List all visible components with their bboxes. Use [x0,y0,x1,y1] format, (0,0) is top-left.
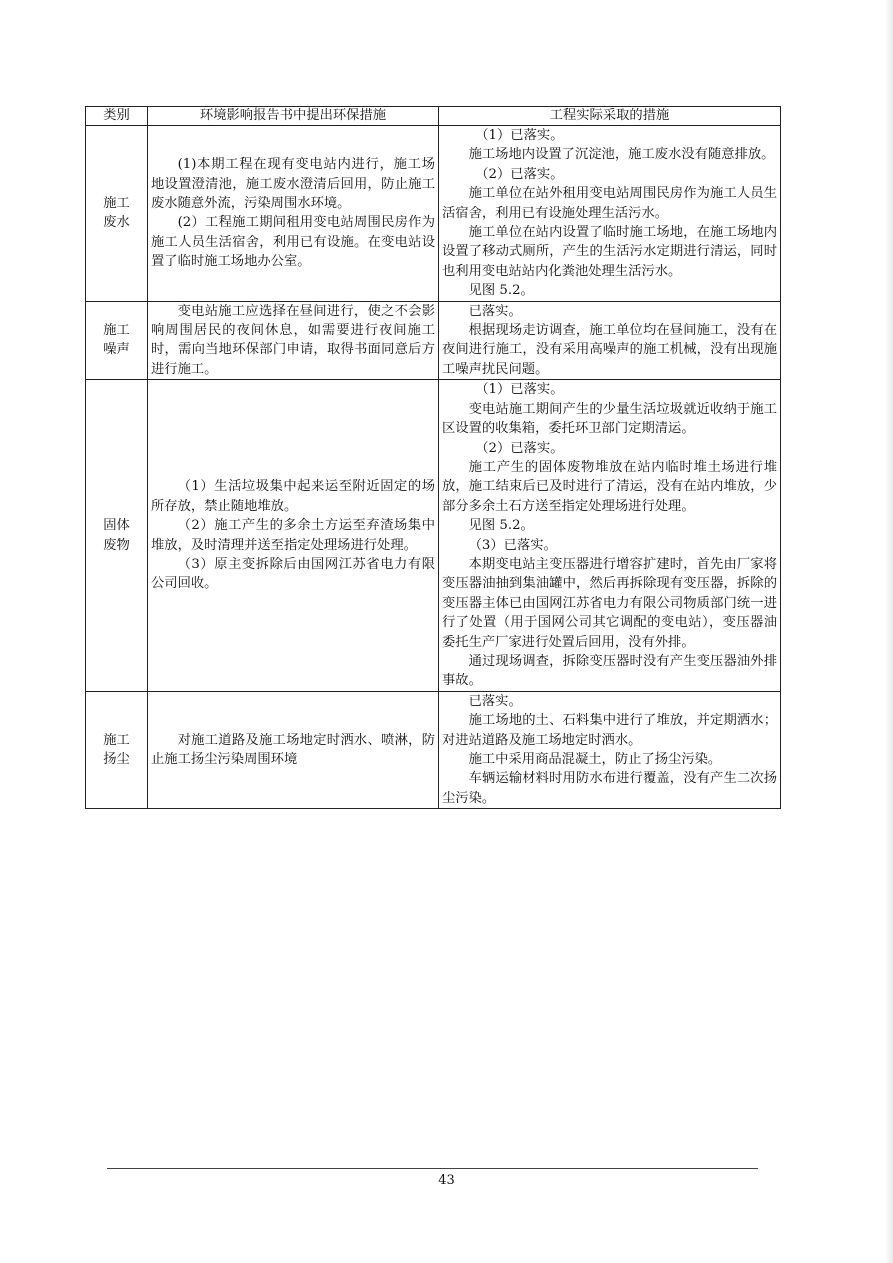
table-row [86,126,781,302]
actual-measure-paragraph: 见图 5.2。 [468,283,534,299]
proposed-measure-paragraph: (2）工程施工期间租用变电站周围民房作为施工人员生活宿舍，利用已有设施。在变电站设置了临时施工场地办公室。 [151,215,435,270]
actual-measure-paragraph: 变电站施工期间产生的少量生活垃圾就近收纳于施工区设置的收集箱，委托环卫部门定期清运。 [442,401,777,437]
category-cell [86,301,148,380]
proposed-measure-paragraph: 对施工道路及施工场地定时洒水、喷淋，防止施工扬尘污染周围环境 [151,732,435,767]
actual-measure-paragraph: 通过现场调查，拆除变压器时没有产生变压器油外排事故。 [442,653,777,689]
proposed-measures-cell [148,126,439,302]
proposed-measures-cell [148,301,439,380]
actual-measure-paragraph: 车辆运输材料时用防水布进行覆盖，没有产生二次扬尘污染。 [442,771,777,806]
page-number: 43 [438,1173,455,1188]
table-row [86,301,781,380]
table-header-row [86,107,781,126]
actual-measure-paragraph: （1）已落实。 [475,128,564,143]
category-label: 固体 [103,518,130,534]
actual-measure-paragraph: （2）已落实。 [475,440,564,456]
category-cell [86,380,148,692]
proposed-measure-paragraph: （2）施工产生的多余土方运至弃渣场集中堆放，及时清理并送至指定处理场进行处理。 [151,518,435,553]
table-row [86,380,781,692]
proposed-measure-paragraph: （1）生活垃圾集中起来运至附近固定的场所存放，禁止随地堆放。 [151,479,435,514]
proposed-measures-cell [148,691,439,808]
actual-measures-cell [439,380,781,692]
actual-measures-cell [439,691,781,808]
header-proposed-measures: 环境影响报告书中提出环保措施 [148,107,439,126]
actual-measure-paragraph: （1）已落实。 [475,382,564,398]
header-actual-measures: 工程实际采取的措施 [439,107,781,126]
footer-divider [107,1168,758,1169]
actual-measure-paragraph: 施工单位在站内设置了临时施工场地，在施工场地内设置了移动式厕所，产生的生活污水定期进行清运，同时也利用变电站站内化粪池处理生活污水。 [442,225,777,279]
actual-measure-paragraph: 已落实。 [468,303,522,319]
category-label: 施工 [103,732,130,748]
actual-measure-paragraph: 见图 5.2。 [468,518,534,534]
actual-measure-paragraph: 本期变电站主变压器进行增容扩建时，首先由厂家将变压器油抽到集油罐中，然后再拆除现有变压器，拆除的变压器主体已由国网江苏省电力有限公司物质部门统一进行了处置（用于国网公司其它调配的变电站），变压器油委托生产厂家进行处置后回用，没有外排。 [442,556,777,650]
category-label: 废物 [103,537,130,553]
table-body [86,126,781,809]
actual-measure-paragraph: 施工单位在站外租用变电站周围民房作为施工人员生活宿舍，利用已有设施处理生活污水。 [442,186,777,221]
category-label: 噪声 [103,342,130,358]
category-label: 扬尘 [103,752,130,767]
actual-measure-paragraph: 根据现场走访调查，施工单位均在昼间施工，没有在夜间进行施工，没有采用高噪声的施工机械，没有出现施工噪声扰民问题。 [442,323,777,377]
proposed-measure-paragraph: （3）原主变拆除后由国网江苏省电力有限公司回收。 [151,556,435,592]
proposed-measure-paragraph: 变电站施工应选择在昼间进行，使之不会影响周围居民的夜间休息，如需要进行夜间施工时，需向当地环保部门申请，取得书面同意后方进行施工。 [151,303,435,377]
table-row [86,691,781,808]
proposed-measure-paragraph: (1)本期工程在现有变电站内进行，施工场地设置澄清池，施工废水澄清后回用，防止施工废水随意外流，污染周围水环境。 [151,157,435,211]
actual-measure-paragraph: 施工产生的固体废物堆放在站内临时堆土场进行堆放，施工结束后已及时进行了清运，没有在站内堆放，少部分多余土石方送至指定处理场进行处理。 [442,459,777,514]
actual-measures-cell [439,126,781,302]
measures-table [85,106,781,809]
header-category: 类别 [86,107,148,126]
actual-measure-paragraph: （3）已落实。 [468,537,557,553]
category-cell [86,691,148,808]
category-label: 施工 [103,323,130,339]
proposed-measures-cell [148,380,439,692]
actual-measures-cell [439,301,781,380]
actual-measure-paragraph: 施工中采用商品混凝土，防止了扬尘污染。 [468,752,722,767]
category-label: 废水 [103,215,130,231]
actual-measure-paragraph: 已落实。 [468,693,522,709]
category-cell [86,126,148,302]
category-label: 施工 [103,195,130,211]
page-edge-shadow [885,0,893,1263]
actual-measure-paragraph: （2）已落实。 [475,166,564,182]
actual-measure-paragraph: 施工场地内设置了沉淀池，施工废水没有随意排放。 [468,147,775,163]
actual-measure-paragraph: 施工场地的土、石料集中进行了堆放，并定期洒水；对进站道路及施工场地定时洒水。 [442,713,777,748]
